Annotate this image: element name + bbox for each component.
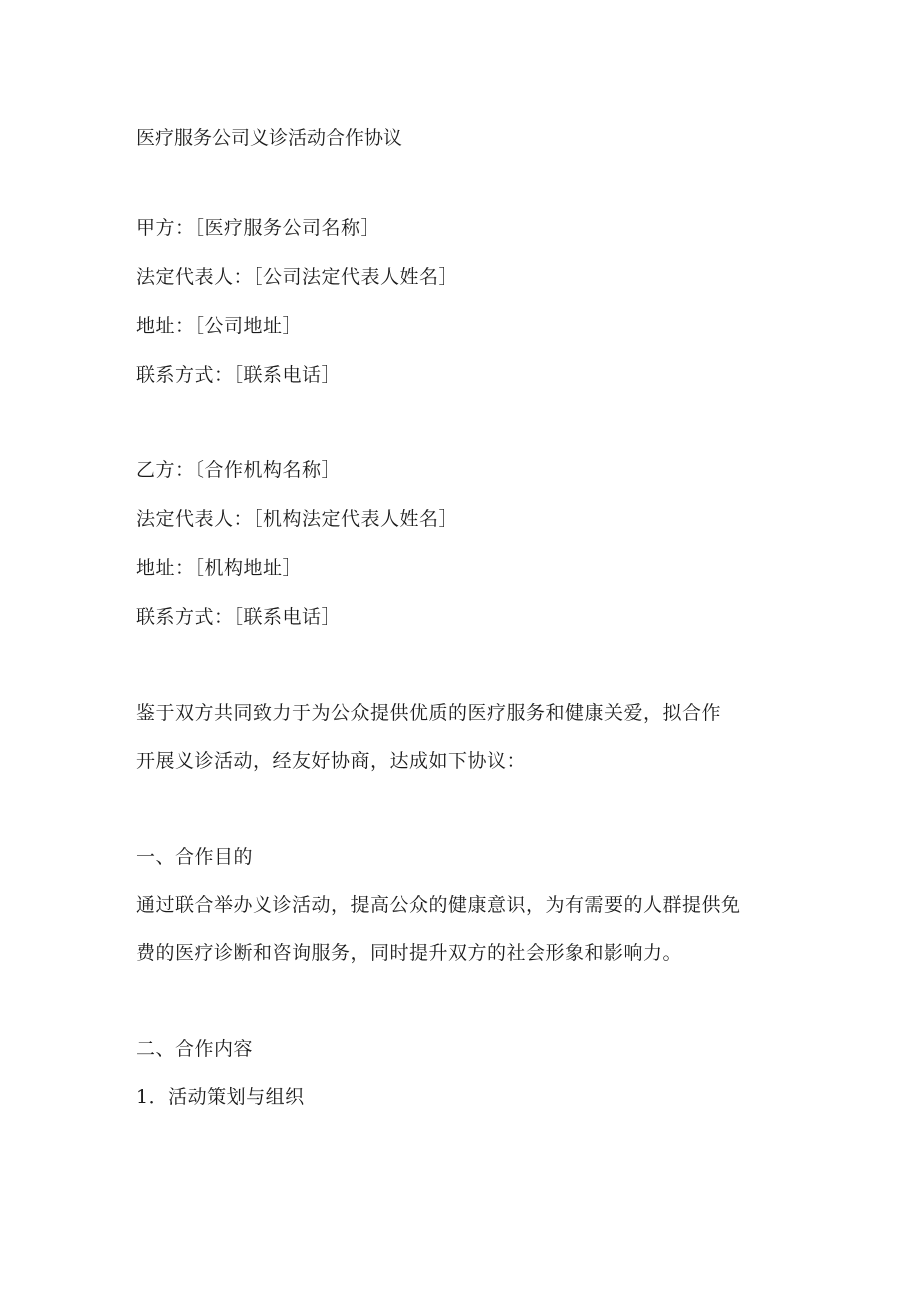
- party-a-address: 地址：［公司地址］: [136, 315, 303, 337]
- section-body-line: 通过联合举办义诊活动，提高公众的健康意识，为有需要的人群提供免: [136, 894, 741, 916]
- section-heading-purpose: 一、合作目的: [136, 846, 254, 868]
- party-b-address: 地址：［机构地址］: [136, 557, 303, 579]
- preamble-line: 开展义诊活动，经友好协商，达成如下协议：: [136, 750, 527, 772]
- preamble-line: 鉴于双方共同致力于为公众提供优质的医疗服务和健康关爱，拟合作: [136, 702, 722, 724]
- party-b-contact: 联系方式：［联系电话］: [136, 606, 342, 628]
- section-body-line: 费的医疗诊断和咨询服务，同时提升双方的社会形象和影响力。: [136, 942, 683, 964]
- party-a-contact: 联系方式：［联系电话］: [136, 364, 342, 386]
- party-a-representative: 法定代表人：［公司法定代表人姓名］: [136, 266, 459, 288]
- party-a-name: 甲方：［医疗服务公司名称］: [136, 217, 381, 239]
- party-b-name: 乙方：〔合作机构名称］: [136, 459, 342, 481]
- list-item: 1．活动策划与组织: [136, 1086, 305, 1108]
- party-b-representative: 法定代表人：［机构法定代表人姓名］: [136, 508, 459, 530]
- document-title: 医疗服务公司义诊活动合作协议: [136, 127, 403, 149]
- section-heading-content: 二、合作内容: [136, 1038, 254, 1060]
